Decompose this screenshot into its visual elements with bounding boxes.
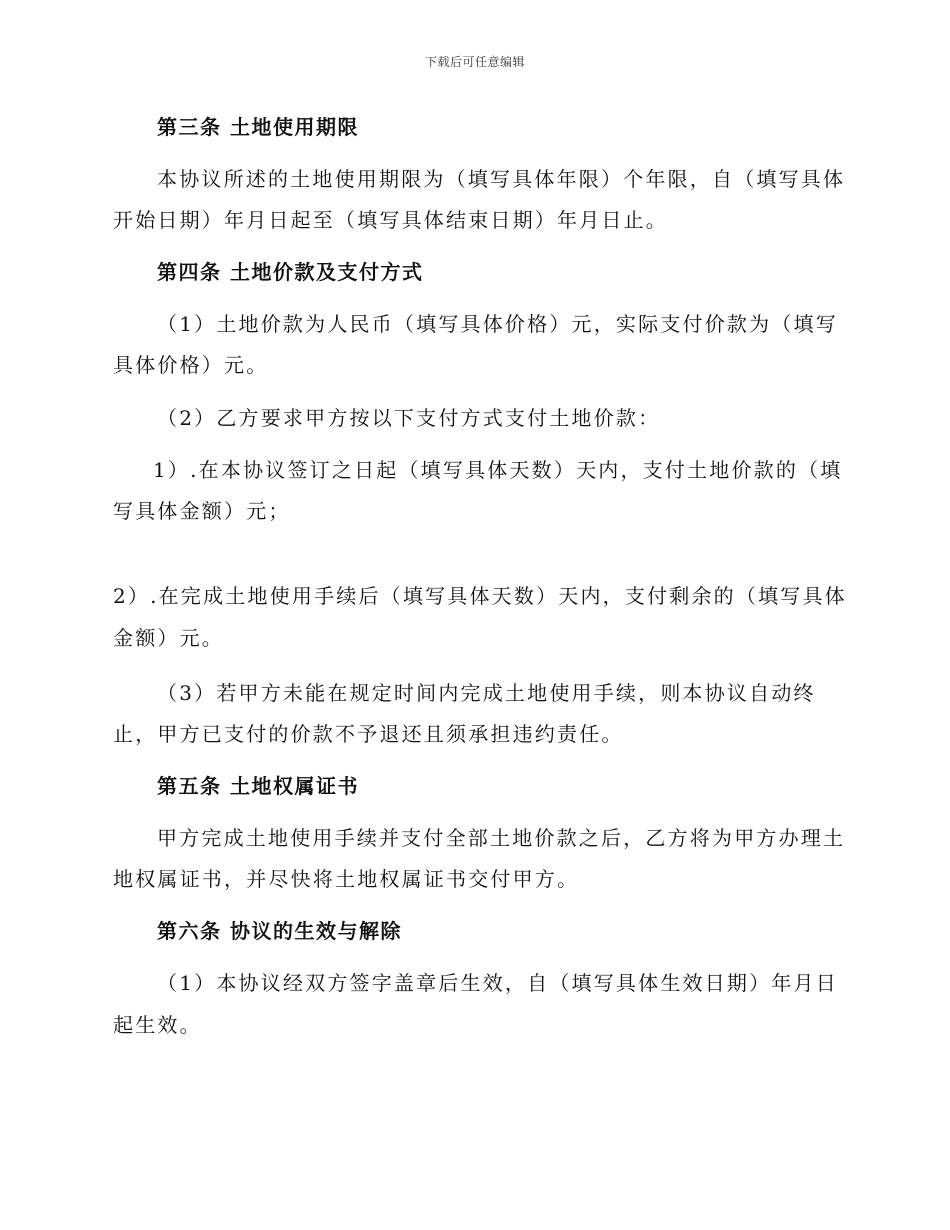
paragraph-line: （1）本协议经双方签字盖章后生效，自（填写具体生效日期）年月日 <box>157 971 838 995</box>
paragraph-line: （2）乙方要求甲方按以下支付方式支付土地价款： <box>157 406 661 430</box>
paragraph-line: （1）土地价款为人民币（填写具体价格）元，实际支付价款为（填写 <box>157 312 838 336</box>
paragraph-line: 甲方完成土地使用手续并支付全部土地价款之后，乙方将为甲方办理土 <box>157 826 846 850</box>
paragraph-line: （3）若甲方未能在规定时间内完成土地使用手续，则本协议自动终 <box>157 681 816 705</box>
paragraph-line: 止，甲方已支付的价款不予退还且须承担违约责任。 <box>113 722 624 746</box>
paragraph-line: 起生效。 <box>113 1013 202 1037</box>
paragraph-line: 写具体金额）元； <box>113 499 291 523</box>
article-5-heading: 第五条 土地权属证书 <box>157 774 359 798</box>
article-3-heading: 第三条 土地使用期限 <box>157 115 359 139</box>
article-6-heading: 第六条 协议的生效与解除 <box>157 919 402 943</box>
paragraph-line: 开始日期）年月日起至（填写具体结束日期）年月日止。 <box>113 208 668 232</box>
paragraph-line: 地权属证书，并尽快将土地权属证书交付甲方。 <box>113 867 580 891</box>
article-4-heading: 第四条 土地价款及支付方式 <box>157 260 424 284</box>
paragraph-line: 本协议所述的土地使用期限为（填写具体年限）个年限，自（填写具体 <box>157 167 846 191</box>
paragraph-line: 1）.在本协议签订之日起（填写具体天数）天内，支付土地价款的（填 <box>153 458 843 482</box>
paragraph-line: 具体价格）元。 <box>113 353 269 377</box>
paragraph-line: 金额）元。 <box>113 626 224 650</box>
paragraph-line: 2）.在完成土地使用手续后（填写具体天数）天内，支付剩余的（填写具体 <box>113 584 847 608</box>
page-header: 下载后可任意编辑 <box>424 55 525 69</box>
